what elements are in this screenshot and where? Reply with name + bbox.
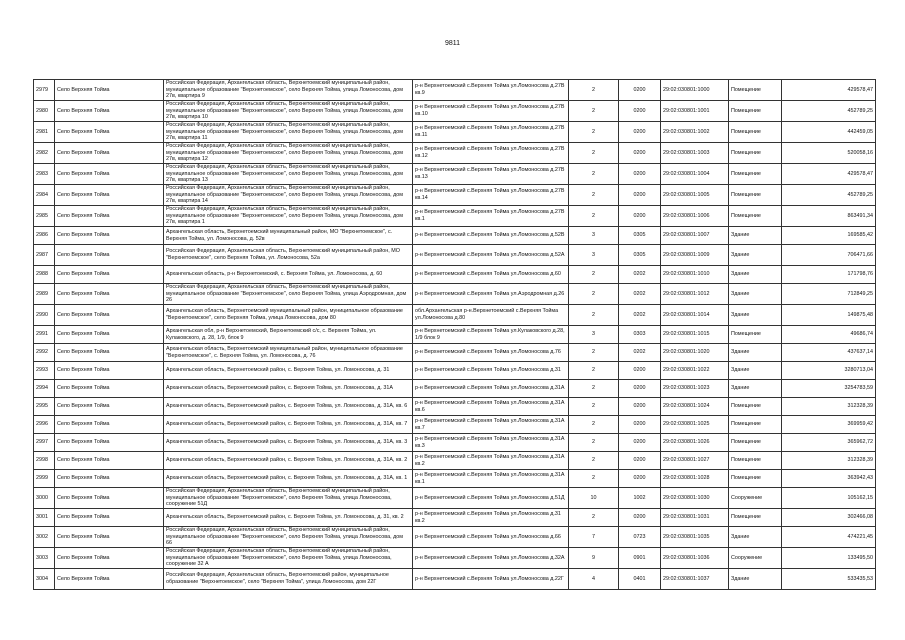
count-cell: 2 (569, 362, 619, 380)
locality-cell: Село Верхняя Тойма (55, 164, 164, 185)
locality-cell: Село Верхняя Тойма (55, 206, 164, 227)
value-cell: 169585,42 (782, 227, 876, 245)
row-number: 2987 (34, 245, 55, 266)
address-cell: Архангельская область, Верхнетоемский район, с. Верхняя Тойма, ул. Ломоносова, д. 31А (164, 380, 413, 398)
cadastral-number-cell: 29:02:030801:1012 (661, 284, 729, 305)
object-type-cell: Здание (729, 305, 782, 326)
code-cell: 0200 (619, 164, 661, 185)
code-cell: 0200 (619, 362, 661, 380)
value-cell: 3280713,04 (782, 362, 876, 380)
row-number: 2983 (34, 164, 55, 185)
code-cell: 0202 (619, 284, 661, 305)
locality-cell: Село Верхняя Тойма (55, 245, 164, 266)
short-address-cell: р-н Верхнетоемский с.Верхняя Тойма ул.Ломоносова д.31А кв.1 (413, 470, 569, 488)
value-cell: 863491,34 (782, 206, 876, 227)
count-cell: 2 (569, 80, 619, 101)
row-number: 2996 (34, 416, 55, 434)
address-cell: Архангельская область, Верхнетоемский район, с. Верхняя Тойма, ул. Ломоносова, д. 31А, кв. 1 (164, 470, 413, 488)
short-address-cell: обл.Архангельская р-н.Верхнетоемский с.Верхняя Тойма ул.Ломоносова д.80 (413, 305, 569, 326)
object-type-cell: Здание (729, 245, 782, 266)
object-type-cell: Здание (729, 380, 782, 398)
address-cell: Российская Федерация, Архангельская область, Верхнетоемский муниципальный район, муниципальное образование "Верхнетоемское", село Верхняя Тойма, улица Аэродромная, дом 26 (164, 284, 413, 305)
table-row (34, 143, 876, 164)
locality-cell: Село Верхняя Тойма (55, 380, 164, 398)
address-cell: Архангельская область, Верхнетоемский муниципальный район, МО "Верхнетоемское", с. Верхняя Тойма, ул. Ломоносова, д. 52в (164, 227, 413, 245)
locality-cell: Село Верхняя Тойма (55, 185, 164, 206)
code-cell: 0303 (619, 326, 661, 344)
object-type-cell: Помещение (729, 470, 782, 488)
object-type-cell: Здание (729, 362, 782, 380)
value-cell: 363942,43 (782, 470, 876, 488)
table-body (34, 80, 876, 590)
value-cell: 452789,25 (782, 185, 876, 206)
cadastral-number-cell: 29:02:030801:1036 (661, 548, 729, 569)
value-cell: 474221,45 (782, 527, 876, 548)
value-cell: 365962,72 (782, 434, 876, 452)
value-cell: 429578,47 (782, 80, 876, 101)
code-cell: 0200 (619, 122, 661, 143)
locality-cell: Село Верхняя Тойма (55, 416, 164, 434)
count-cell: 3 (569, 245, 619, 266)
object-type-cell: Здание (729, 266, 782, 284)
address-cell: Архангельская область, Верхнетоемский район, с. Верхняя Тойма, ул. Ломоносова, д. 31А, кв. 7 (164, 416, 413, 434)
short-address-cell: р-н Верхнетоемский с.Верхняя Тойма ул.Ломоносова д.22Г (413, 569, 569, 590)
address-cell: Российская Федерация, Архангельская область, Верхнетоемский муниципальный район, муниципальное образование "Верхнетоемское", село Верхняя Тойма, улица Ломоносова, дом 27в, квартира 14 (164, 185, 413, 206)
cadastral-number-cell: 29:02:030801:1005 (661, 185, 729, 206)
locality-cell: Село Верхняя Тойма (55, 305, 164, 326)
short-address-cell: р-н Верхнетоемский с.Верхняя Тойма ул.Ломоносова д.27В кв.11 (413, 122, 569, 143)
code-cell: 0200 (619, 416, 661, 434)
address-cell: Российская Федерация, Архангельская область, Верхнетоемский муниципальный район, муниципальное образование "Верхнетоемское", село Верхняя Тойма, улица Ломоносова, дом 27в, квартира 9 (164, 80, 413, 101)
cadastral-number-cell: 29:02:030801:1023 (661, 380, 729, 398)
count-cell: 2 (569, 284, 619, 305)
value-cell: 312328,39 (782, 452, 876, 470)
address-cell: Российская Федерация, Архангельская область, Верхнетоемский муниципальный район, муниципальное образование "Верхнетоемское", село Верхняя Тойма, улица Ломоносова, дом 27в, квартира 13 (164, 164, 413, 185)
object-type-cell: Здание (729, 227, 782, 245)
row-number: 2981 (34, 122, 55, 143)
short-address-cell: р-н Верхнетоемский с.Верхняя Тойма ул.Ломоносова д.27В кв.12 (413, 143, 569, 164)
code-cell: 0200 (619, 143, 661, 164)
code-cell: 0305 (619, 245, 661, 266)
row-number: 2982 (34, 143, 55, 164)
table-row (34, 284, 876, 305)
object-type-cell: Сооружение (729, 548, 782, 569)
cadastral-number-cell: 29:02:030801:1006 (661, 206, 729, 227)
table-row (34, 305, 876, 326)
short-address-cell: р-н Верхнетоемский с.Верхняя Тойма ул.Ломоносова д.31А кв.7 (413, 416, 569, 434)
row-number: 2980 (34, 101, 55, 122)
count-cell: 2 (569, 206, 619, 227)
code-cell: 0202 (619, 344, 661, 362)
locality-cell: Село Верхняя Тойма (55, 434, 164, 452)
object-type-cell: Помещение (729, 416, 782, 434)
code-cell: 0202 (619, 305, 661, 326)
code-cell: 0200 (619, 509, 661, 527)
short-address-cell: р-н Верхнетоемский с.Верхняя Тойма ул.Ломоносова д.31А кв.3 (413, 434, 569, 452)
table-row (34, 185, 876, 206)
row-number: 2979 (34, 80, 55, 101)
address-cell: Архангельская область, Верхнетоемский район, с. Верхняя Тойма, ул. Ломоносова, д. 31А, кв. 6 (164, 398, 413, 416)
locality-cell: Село Верхняя Тойма (55, 326, 164, 344)
cadastral-number-cell: 29:02:030801:1035 (661, 527, 729, 548)
count-cell: 2 (569, 452, 619, 470)
table-row (34, 470, 876, 488)
row-number: 2990 (34, 305, 55, 326)
count-cell: 3 (569, 227, 619, 245)
value-cell: 452789,25 (782, 101, 876, 122)
cadastral-number-cell: 29:02:030801:1003 (661, 143, 729, 164)
table-row (34, 527, 876, 548)
locality-cell: Село Верхняя Тойма (55, 143, 164, 164)
locality-cell: Село Верхняя Тойма (55, 470, 164, 488)
object-type-cell: Помещение (729, 206, 782, 227)
code-cell: 0200 (619, 101, 661, 122)
short-address-cell: р-н Верхнетоемский с.Верхняя Тойма ул.Ломоносова д.51Д (413, 488, 569, 509)
code-cell: 0401 (619, 569, 661, 590)
short-address-cell: р-н Верхнетоемский с.Верхняя Тойма ул.Аэродромная д.26 (413, 284, 569, 305)
table-row (34, 452, 876, 470)
value-cell: 442459,05 (782, 122, 876, 143)
short-address-cell: р-н Верхнетоемский с.Верхняя Тойма ул.Ломоносова д.27В кв.9 (413, 80, 569, 101)
address-cell: Российская Федерация, Архангельская область, Верхнетоемский муниципальный район, муниципальное образование "Верхнетоемское", село Верхняя Тойма, улица Ломоносова, дом 66 (164, 527, 413, 548)
value-cell: 429578,47 (782, 164, 876, 185)
cadastral-number-cell: 29:02:030801:1024 (661, 398, 729, 416)
count-cell: 4 (569, 569, 619, 590)
address-cell: Архангельская область, Верхнетоемский муниципальный район, муниципальное образование "Верхнетоемское", село Верхняя Тойма, улица Ломоносова, дом 80 (164, 305, 413, 326)
object-type-cell: Помещение (729, 398, 782, 416)
short-address-cell: р-н Верхнетоемский с.Верхняя Тойма ул.Ломоносова д.31А кв.6 (413, 398, 569, 416)
code-cell: 0200 (619, 434, 661, 452)
locality-cell: Село Верхняя Тойма (55, 80, 164, 101)
count-cell: 2 (569, 305, 619, 326)
value-cell: 437637,14 (782, 344, 876, 362)
table-row (34, 434, 876, 452)
cadastral-number-cell: 29:02:030801:1004 (661, 164, 729, 185)
cadastral-number-cell: 29:02:030801:1001 (661, 101, 729, 122)
short-address-cell: р-н Верхнетоемский с.Верхняя Тойма ул.Ломоносова д.52А (413, 245, 569, 266)
row-number: 3002 (34, 527, 55, 548)
table-row (34, 245, 876, 266)
address-cell: Архангельская область, Верхнетоемский район, с. Верхняя Тойма, ул. Ломоносова, д. 31А, кв. 3 (164, 434, 413, 452)
locality-cell: Село Верхняя Тойма (55, 227, 164, 245)
cadastral-number-cell: 29:02:030801:1026 (661, 434, 729, 452)
locality-cell: Село Верхняя Тойма (55, 527, 164, 548)
code-cell: 1002 (619, 488, 661, 509)
row-number: 2989 (34, 284, 55, 305)
value-cell: 302466,08 (782, 509, 876, 527)
code-cell: 0200 (619, 185, 661, 206)
count-cell: 2 (569, 434, 619, 452)
address-cell: Российская Федерация, Архангельская область, Верхнетоемский муниципальный район, муниципальное образование "Верхнетоемское", село Верхняя Тойма, улица Ломоносова, дом 27в, квартира 12 (164, 143, 413, 164)
short-address-cell: р-н Верхнетоемский с.Верхняя Тойма ул.Ломоносова д.66 (413, 527, 569, 548)
count-cell: 9 (569, 548, 619, 569)
row-number: 3001 (34, 509, 55, 527)
address-cell: Архангельская область, Верхнетоемский район, с. Верхняя Тойма, ул. Ломоносова, д. 31 (164, 362, 413, 380)
cadastral-number-cell: 29:02:030801:1010 (661, 266, 729, 284)
short-address-cell: р-н Верхнетоемский с.Верхняя Тойма ул.Ломоносова д.27В кв.13 (413, 164, 569, 185)
object-type-cell: Помещение (729, 143, 782, 164)
table-row (34, 206, 876, 227)
cadastral-number-cell: 29:02:030801:1009 (661, 245, 729, 266)
locality-cell: Село Верхняя Тойма (55, 344, 164, 362)
short-address-cell: р-н Верхнетоемский с.Верхняя Тойма ул.Кулаковского д.28, 1/9 блок 9 (413, 326, 569, 344)
value-cell: 706471,66 (782, 245, 876, 266)
address-cell: Архангельская область, Верхнетоемский район, с. Верхняя Тойма, ул. Ломоносова, д. 31, кв. 2 (164, 509, 413, 527)
cadastral-number-cell: 29:02:030801:1025 (661, 416, 729, 434)
short-address-cell: р-н Верхнетоемский с.Верхняя Тойма ул.Ломоносова д.52В (413, 227, 569, 245)
short-address-cell: р-н Верхнетоемский с.Верхняя Тойма ул.Ломоносова д.32А (413, 548, 569, 569)
locality-cell: Село Верхняя Тойма (55, 548, 164, 569)
object-type-cell: Помещение (729, 185, 782, 206)
count-cell: 2 (569, 266, 619, 284)
short-address-cell: р-н Верхнетоемский с.Верхняя Тойма ул.Ломоносова д.27В кв.10 (413, 101, 569, 122)
object-type-cell: Здание (729, 527, 782, 548)
row-number: 3000 (34, 488, 55, 509)
object-type-cell: Здание (729, 284, 782, 305)
code-cell: 0202 (619, 266, 661, 284)
count-cell: 10 (569, 488, 619, 509)
cadastral-number-cell: 29:02:030801:1007 (661, 227, 729, 245)
address-cell: Российская Федерация, Архангельская область, Верхнетоемский муниципальный район, муниципальное образование "Верхнетоемское", село Верхняя Тойма, улица Ломоносова, сооружение 51Д (164, 488, 413, 509)
object-type-cell: Помещение (729, 434, 782, 452)
cadastral-number-cell: 29:02:030801:1028 (661, 470, 729, 488)
page-number: 9811 (444, 40, 461, 47)
value-cell: 520058,16 (782, 143, 876, 164)
table-row (34, 101, 876, 122)
object-type-cell: Помещение (729, 452, 782, 470)
object-type-cell: Помещение (729, 80, 782, 101)
address-cell: Российская Федерация, Архангельская область, Верхнетоемский муниципальный район, муниципальное образование "Верхнетоемское", село Верхняя Тойма, улица Ломоносова, сооружение 32 А (164, 548, 413, 569)
cadastral-number-cell: 29:02:030801:1027 (661, 452, 729, 470)
code-cell: 0200 (619, 380, 661, 398)
table-row (34, 227, 876, 245)
object-type-cell: Помещение (729, 101, 782, 122)
count-cell: 7 (569, 527, 619, 548)
count-cell: 3 (569, 326, 619, 344)
count-cell: 2 (569, 185, 619, 206)
object-type-cell: Сооружение (729, 488, 782, 509)
value-cell: 533435,53 (782, 569, 876, 590)
count-cell: 2 (569, 143, 619, 164)
count-cell: 2 (569, 470, 619, 488)
cadastral-number-cell: 29:02:030801:1031 (661, 509, 729, 527)
row-number: 2999 (34, 470, 55, 488)
locality-cell: Село Верхняя Тойма (55, 569, 164, 590)
table-row (34, 569, 876, 590)
locality-cell: Село Верхняя Тойма (55, 266, 164, 284)
locality-cell: Село Верхняя Тойма (55, 101, 164, 122)
value-cell: 312328,39 (782, 398, 876, 416)
row-number: 2995 (34, 398, 55, 416)
short-address-cell: р-н Верхнетоемский с.Верхняя Тойма ул.Ломоносова д.31 кв.2 (413, 509, 569, 527)
code-cell: 0200 (619, 470, 661, 488)
address-cell: Архангельская область, Верхнетоемский муниципальный район, муниципальное образование "Верхнетоемское", с. Верхняя Тойма, ул. Ломоносова, д. 76 (164, 344, 413, 362)
table-row (34, 398, 876, 416)
table-row (34, 122, 876, 143)
address-cell: Архангельская область, р-н Верхнетоемский, с. Верхняя Тойма, ул. Ломоносова, д. 60 (164, 266, 413, 284)
cadastral-number-cell: 29:02:030801:1020 (661, 344, 729, 362)
value-cell: 133495,50 (782, 548, 876, 569)
object-type-cell: Помещение (729, 122, 782, 143)
count-cell: 2 (569, 509, 619, 527)
code-cell: 0200 (619, 206, 661, 227)
cadastral-registry-table (33, 79, 876, 590)
table-row (34, 266, 876, 284)
code-cell: 0305 (619, 227, 661, 245)
short-address-cell: р-н Верхнетоемский с.Верхняя Тойма ул.Ломоносова д.31 (413, 362, 569, 380)
locality-cell: Село Верхняя Тойма (55, 284, 164, 305)
locality-cell: Село Верхняя Тойма (55, 488, 164, 509)
table-row (34, 548, 876, 569)
value-cell: 712849,25 (782, 284, 876, 305)
value-cell: 49686,74 (782, 326, 876, 344)
cadastral-number-cell: 29:02:030801:1014 (661, 305, 729, 326)
value-cell: 149875,48 (782, 305, 876, 326)
table-row (34, 362, 876, 380)
row-number: 2992 (34, 344, 55, 362)
code-cell: 0200 (619, 452, 661, 470)
short-address-cell: р-н Верхнетоемский с.Верхняя Тойма ул.Ломоносова д.31А кв.2 (413, 452, 569, 470)
short-address-cell: р-н Верхнетоемский с.Верхняя Тойма ул.Ломоносова д.76 (413, 344, 569, 362)
count-cell: 2 (569, 101, 619, 122)
object-type-cell: Здание (729, 344, 782, 362)
table-row (34, 488, 876, 509)
object-type-cell: Помещение (729, 509, 782, 527)
cadastral-number-cell: 29:02:030801:1037 (661, 569, 729, 590)
address-cell: Российская Федерация, Архангельская область, Верхнетоемский район, муниципальное образование "Верхнетоемское", село "Верхняя Тойма", улица Ломоносова, дом 22Г (164, 569, 413, 590)
locality-cell: Село Верхняя Тойма (55, 398, 164, 416)
cadastral-number-cell: 29:02:030801:1015 (661, 326, 729, 344)
code-cell: 0723 (619, 527, 661, 548)
table-row (34, 326, 876, 344)
table-row (34, 416, 876, 434)
address-cell: Российская Федерация, Архангельская область, Верхнетоемский муниципальный район, МО "Верхнетоемское", село Верхняя Тойма, ул. Ломоносова, 52а (164, 245, 413, 266)
value-cell: 171798,76 (782, 266, 876, 284)
count-cell: 2 (569, 380, 619, 398)
row-number: 3004 (34, 569, 55, 590)
row-number: 2984 (34, 185, 55, 206)
locality-cell: Село Верхняя Тойма (55, 122, 164, 143)
count-cell: 2 (569, 398, 619, 416)
cadastral-number-cell: 29:02:030801:1022 (661, 362, 729, 380)
short-address-cell: р-н Верхнетоемский с.Верхняя Тойма ул.Ломоносова д.27В кв.1 (413, 206, 569, 227)
locality-cell: Село Верхняя Тойма (55, 509, 164, 527)
table-row (34, 80, 876, 101)
code-cell: 0200 (619, 80, 661, 101)
locality-cell: Село Верхняя Тойма (55, 362, 164, 380)
cadastral-number-cell: 29:02:030801:1002 (661, 122, 729, 143)
table-row (34, 509, 876, 527)
address-cell: Российская Федерация, Архангельская область, Верхнетоемский муниципальный район, муниципальное образование "Верхнетоемское", село Верхняя Тойма, улица Ломоносова, дом 27в, квартира 11 (164, 122, 413, 143)
address-cell: Российская Федерация, Архангельская область, Верхнетоемский муниципальный район, муниципальное образование "Верхнетоемское", село Верхняя Тойма, улица Ломоносова, дом 27в, квартира 10 (164, 101, 413, 122)
row-number: 2991 (34, 326, 55, 344)
code-cell: 0901 (619, 548, 661, 569)
short-address-cell: р-н Верхнетоемский с.Верхняя Тойма ул.Ломоносова д.27В кв.14 (413, 185, 569, 206)
value-cell: 105162,15 (782, 488, 876, 509)
row-number: 2986 (34, 227, 55, 245)
count-cell: 2 (569, 164, 619, 185)
locality-cell: Село Верхняя Тойма (55, 452, 164, 470)
object-type-cell: Помещение (729, 326, 782, 344)
count-cell: 2 (569, 122, 619, 143)
row-number: 2985 (34, 206, 55, 227)
address-cell: Архангельская обл, р-н Верхнетоемский, Верхнетоемский с/с, с. Верхняя Тойма, ул. Кулаковского, д. 28, 1/9, блок 9 (164, 326, 413, 344)
row-number: 2988 (34, 266, 55, 284)
row-number: 2997 (34, 434, 55, 452)
object-type-cell: Здание (729, 569, 782, 590)
table-row (34, 344, 876, 362)
table-row (34, 380, 876, 398)
cadastral-number-cell: 29:02:030801:1030 (661, 488, 729, 509)
short-address-cell: р-н Верхнетоемский с.Верхняя Тойма ул.Ломоносова д.60 (413, 266, 569, 284)
count-cell: 2 (569, 416, 619, 434)
address-cell: Российская Федерация, Архангельская область, Верхнетоемский муниципальный район, муниципальное образование "Верхнетоемское", село Верхняя Тойма, улица Ломоносова, дом 27в, квартира 1 (164, 206, 413, 227)
code-cell: 0200 (619, 398, 661, 416)
count-cell: 2 (569, 344, 619, 362)
row-number: 2993 (34, 362, 55, 380)
short-address-cell: р-н Верхнетоемский с.Верхняя Тойма ул.Ломоносова д.31А (413, 380, 569, 398)
table-row (34, 164, 876, 185)
object-type-cell: Помещение (729, 164, 782, 185)
row-number: 3003 (34, 548, 55, 569)
address-cell: Архангельская область, Верхнетоемский район, с. Верхняя Тойма, ул. Ломоносова, д. 31А, кв. 2 (164, 452, 413, 470)
value-cell: 3254783,59 (782, 380, 876, 398)
cadastral-number-cell: 29:02:030801:1000 (661, 80, 729, 101)
row-number: 2998 (34, 452, 55, 470)
row-number: 2994 (34, 380, 55, 398)
value-cell: 369959,42 (782, 416, 876, 434)
